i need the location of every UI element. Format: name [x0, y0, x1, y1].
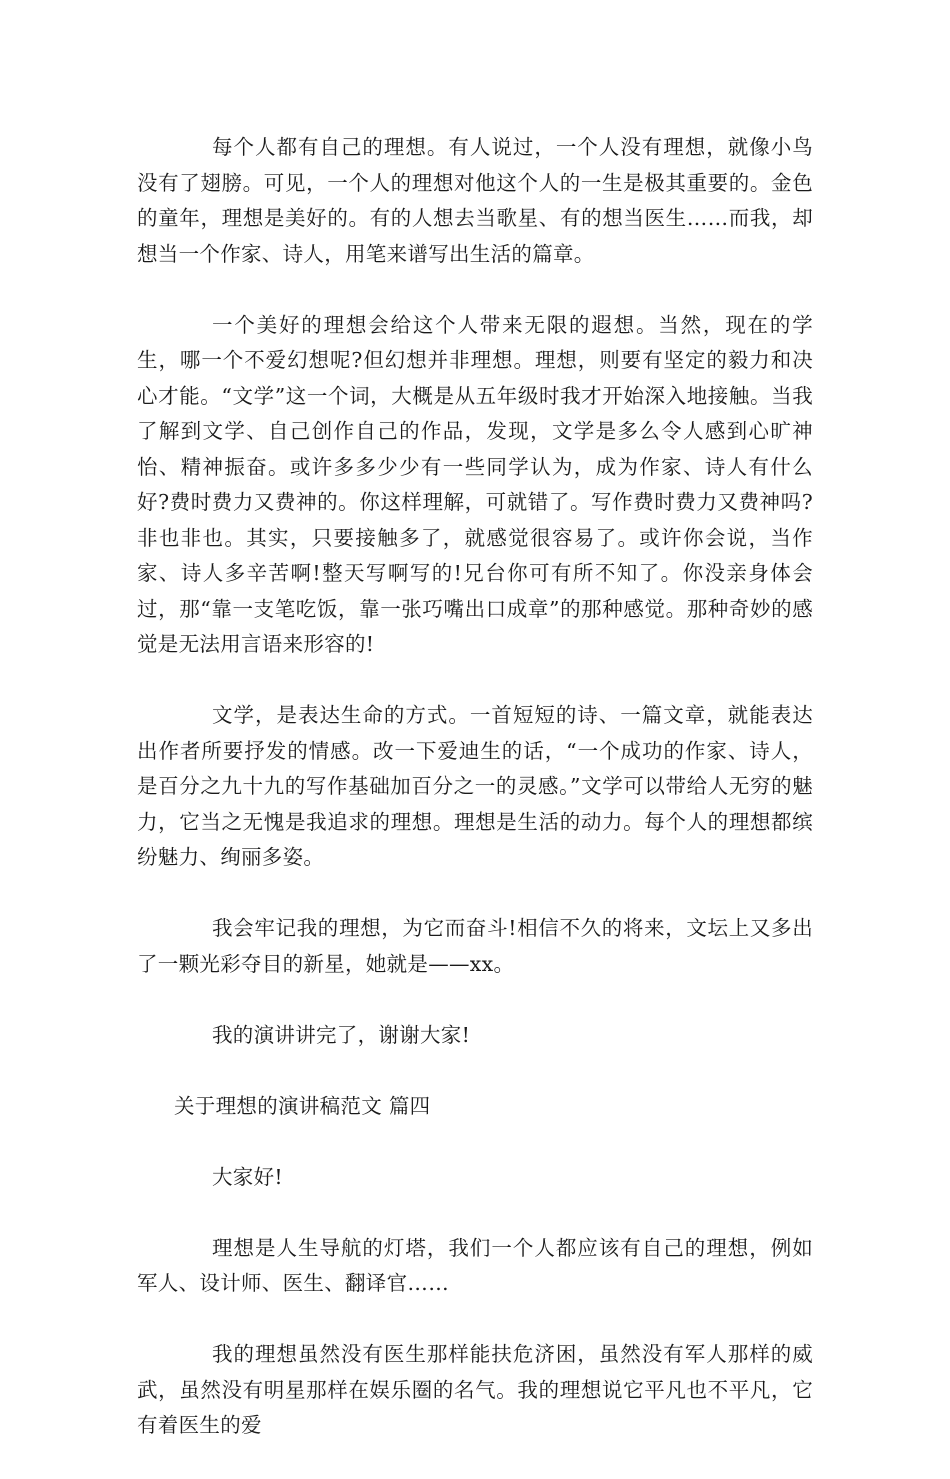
paragraph-7: 我的理想虽然没有医生那样能扶危济困，虽然没有军人那样的威武，虽然没有明星那样在娱乐圈的名气。我的理想说它平凡也不平凡，它有着医生的爱 [137, 1342, 813, 1437]
paragraph-4: 我会牢记我的理想，为它而奋斗!相信不久的将来，文坛上又多出了一颗光彩夺目的新星，她就是——xx。 [137, 916, 813, 976]
paragraph-2: 一个美好的理想会给这个人带来无限的遐想。当然，现在的学生，哪一个不爱幻想呢?但幻想并非理想。理想，则要有坚定的毅力和决心才能。“文学”这一个词，大概是从五年级时我才开始深入地接触。当我了解到文学、自己创作自己的作品，发现，文学是多么令人感到心旷神怡、精神振奋。或许多多少少有一些同学认为，成为作家、诗人有什么好?费时费力又费神的。你这样理解，可就错了。写作费时费力又费神吗?非也非也。其实，只要接触多了，就感觉很容易了。或许你会说，当作家、诗人多辛苦啊!整天写啊写的!兄台你可有所不知了。你没亲身体会过，那“靠一支笔吃饭，靠一张巧嘴出口成章”的那种感觉。那种奇妙的感觉是无法用言语来形容的! [137, 312, 813, 656]
paragraph-1: 每个人都有自己的理想。有人说过，一个人没有理想，就像小鸟没有了翅膀。可见，一个人的理想对他这个人的一生是极其重要的。金色的童年，理想是美好的。有的人想去当歌星、有的想当医生……而我，却想当一个作家、诗人，用笔来谱写出生活的篇章。 [137, 135, 813, 266]
document-body [137, 130, 813, 1479]
paragraph-6: 理想是人生导航的灯塔，我们一个人都应该有自己的理想，例如军人、设计师、医生、翻译官…… [137, 1235, 813, 1295]
paragraph-3: 文学，是表达生命的方式。一首短短的诗、一篇文章，就能表达出作者所要抒发的情感。改一下爱迪生的话，“一个成功的作家、诗人，是百分之九十九的写作基础加百分之一的灵感。”文学可以带给人无穷的魅力，它当之无愧是我追求的理想。理想是生活的动力。每个人的理想都缤纷魅力、绚丽多姿。 [137, 703, 813, 869]
paragraph-5: 我的演讲讲完了，谢谢大家! [212, 1022, 471, 1047]
section-heading: 关于理想的演讲稿范文 篇四 [174, 1093, 431, 1118]
greeting-paragraph: 大家好! [212, 1164, 283, 1189]
